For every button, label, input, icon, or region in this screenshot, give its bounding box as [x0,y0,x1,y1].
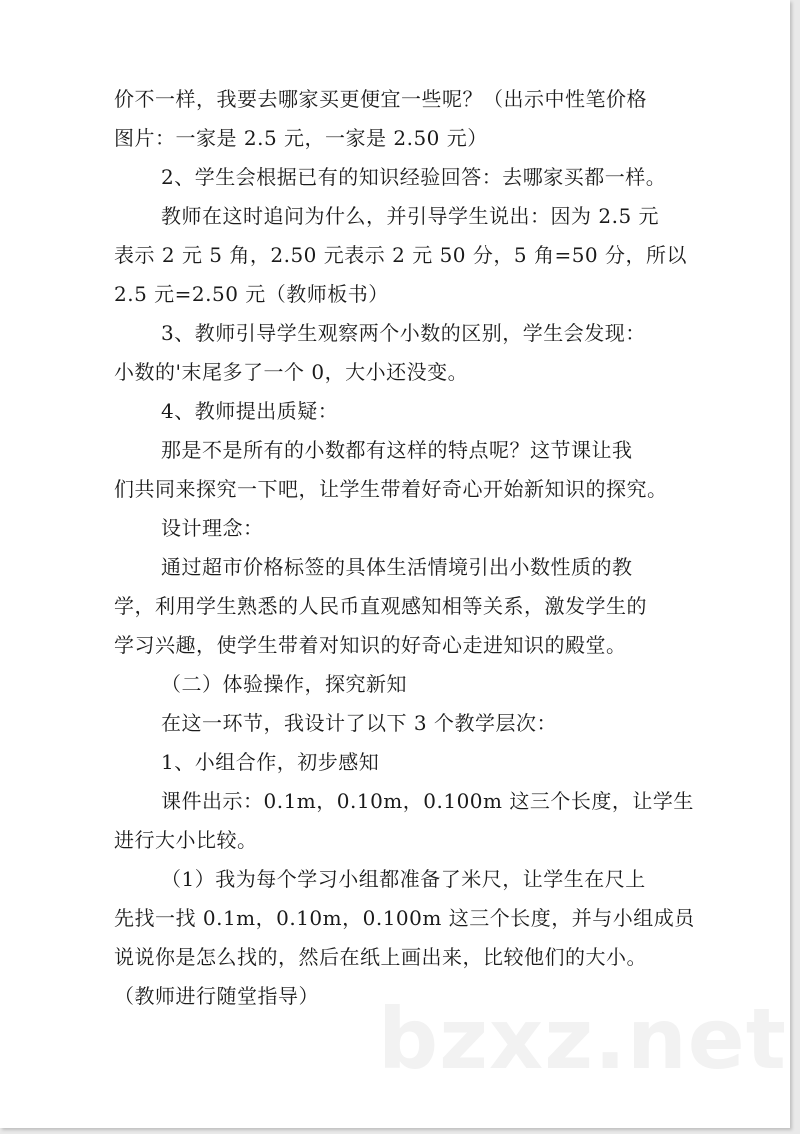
text-line: 在这一环节，我设计了以下 3 个教学层次： [161,711,557,735]
text-line: 2、学生会根据已有的知识经验回答：去哪家买都一样。 [161,165,667,189]
text-line: 表示 2 元 5 角，2.50 元表示 2 元 50 分，5 角=50 分，所以 [114,243,688,267]
text-line: （教师进行随堂指导） [114,984,319,1008]
text-line: 学习兴趣，使学生带着对知识的好奇心走进知识的殿堂。 [114,633,627,657]
text-line: 2.5 元=2.50 元（教师板书） [114,282,389,306]
text-line: 通过超市价格标签的具体生活情境引出小数性质的教 [161,555,633,579]
text-line: （1）我为每个学习小组都准备了米尺，让学生在尺上 [161,867,646,891]
text-line: 小数的'末尾多了一个 0，大小还没变。 [114,360,469,384]
text-line: 价不一样，我要去哪家买更便宜一些呢？（出示中性笔价格 [114,87,647,111]
section-heading: （二）体验操作，探究新知 [161,672,407,696]
text-line: 们共同来探究一下吧，让学生带着好奇心开始新知识的探究。 [114,477,668,501]
text-line: 先找一找 0.1m，0.10m，0.100m 这三个长度，并与小组成员 [114,906,695,930]
text-line: 图片：一家是 2.5 元，一家是 2.50 元） [114,126,488,150]
text-line: 教师在这时追问为什么，并引导学生说出：因为 2.5 元 [161,204,660,228]
section-label: 设计理念： [161,516,264,540]
text-line: 课件出示：0.1m，0.10m，0.100m 这三个长度，让学生 [161,789,694,813]
text-line: 进行大小比较。 [114,828,258,852]
text-line: 1、小组合作，初步感知 [161,750,380,774]
text-line: 那是不是所有的小数都有这样的特点呢？这节课让我 [161,438,633,462]
text-line: 4、教师提出质疑： [161,399,339,423]
watermark: bzxz.net [378,990,787,1088]
text-line: 3、教师引导学生观察两个小数的区别，学生会发现： [161,321,646,345]
text-line: 学，利用学生熟悉的人民币直观感知相等关系，激发学生的 [114,594,647,618]
text-line: 说说你是怎么找的，然后在纸上画出来，比较他们的大小。 [114,945,647,969]
